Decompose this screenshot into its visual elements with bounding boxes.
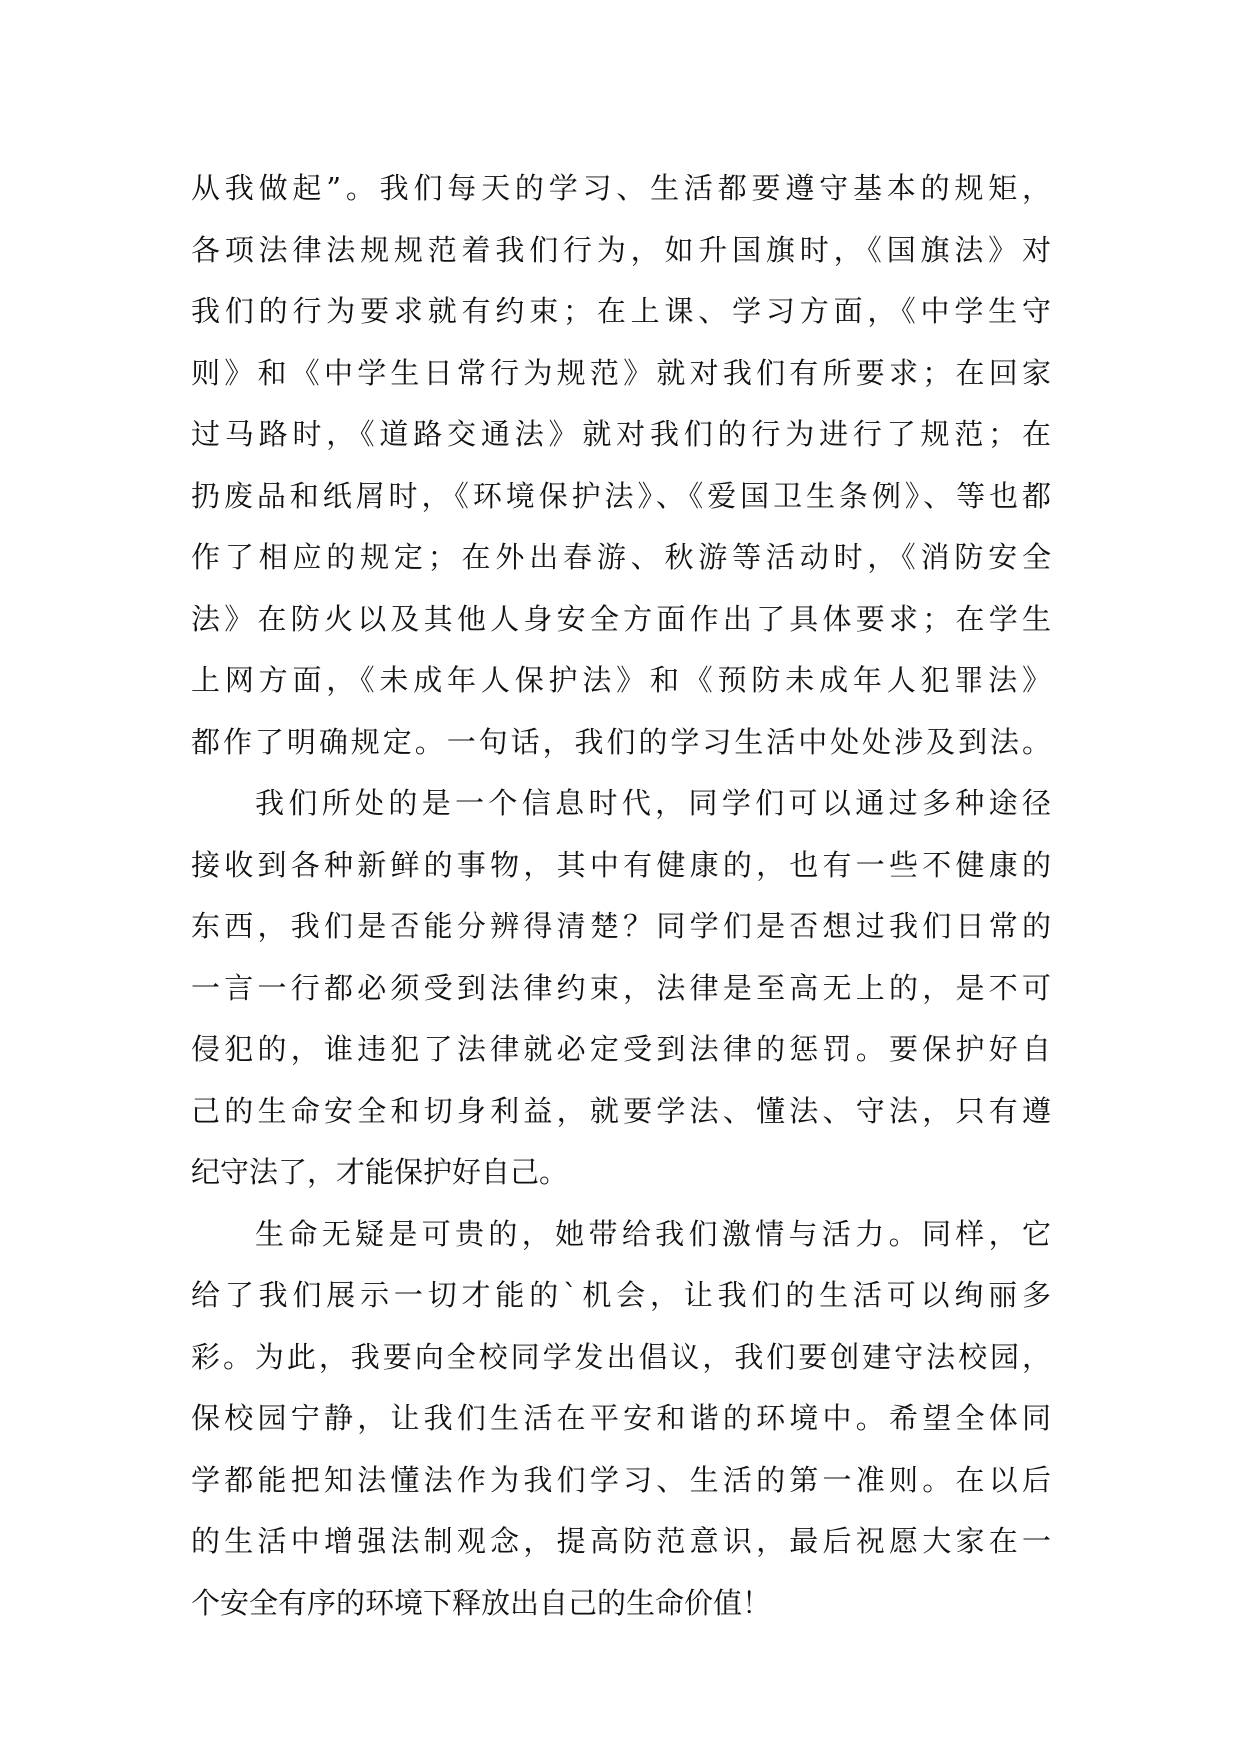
text-line: 己的生命安全和切身利益，就要学法、懂法、守法，只有遵 — [191, 1093, 1051, 1128]
text-line: 过马路时，《道路交通法》就对我们的行为进行了规范；在 — [191, 417, 1051, 451]
text-line: 给了我们展示一切才能的`机会，让我们的生活可以绚丽多 — [191, 1278, 1051, 1312]
paragraph — [191, 1204, 1051, 1635]
text-line: 纪守法了，才能保护好自己。 — [191, 1155, 569, 1189]
text-line: 侵犯的，谁违犯了法律就必定受到法律的惩罚。要保护好自 — [191, 1032, 1051, 1066]
text-line: 个安全有序的环境下释放出自己的生命价值！ — [191, 1585, 772, 1620]
text-line: 作了相应的规定；在外出春游、秋游等活动时，《消防安全 — [191, 540, 1051, 574]
text-line: 法》在防火以及其他人身安全方面作出了具体要求；在学生 — [191, 601, 1051, 636]
text-line: 上网方面，《未成年人保护法》和《预防未成年人犯罪法》 — [191, 663, 1051, 697]
text-line: 从我做起”。我们每天的学习、生活都要遵守基本的规矩， — [191, 171, 1051, 205]
text-line: 我们的行为要求就有约束；在上课、学习方面，《中学生守 — [191, 294, 1051, 328]
text-line: 我们所处的是一个信息时代，同学们可以通过多种途径 — [255, 786, 1051, 820]
text-line: 彩。为此，我要向全校同学发出倡议，我们要创建守法校园， — [191, 1339, 1051, 1374]
text-line: 扔废品和纸屑时，《环境保护法》、《爱国卫生条例》、等也都 — [191, 478, 1051, 513]
paragraph — [191, 158, 1051, 773]
paragraph — [191, 773, 1051, 1204]
text-line: 生命无疑是可贵的，她带给我们激情与活力。同样，它 — [255, 1216, 1051, 1251]
text-line: 保校园宁静，让我们生活在平安和谐的环境中。希望全体同 — [191, 1401, 1051, 1435]
text-line: 的生活中增强法制观念，提高防范意识，最后祝愿大家在一 — [191, 1524, 1051, 1558]
text-line: 接收到各种新鲜的事物，其中有健康的，也有一些不健康的 — [191, 847, 1051, 882]
text-line: 都作了明确规定。一句话，我们的学习生活中处处涉及到法。 — [191, 724, 1051, 759]
text-line: 学都能把知法懂法作为我们学习、生活的第一准则。在以后 — [191, 1462, 1051, 1497]
text-line: 一言一行都必须受到法律约束，法律是至高无上的，是不可 — [191, 970, 1051, 1005]
text-line: 则》和《中学生日常行为规范》就对我们有所要求；在回家 — [191, 355, 1051, 390]
text-line: 各项法律法规规范着我们行为，如升国旗时，《国旗法》对 — [191, 232, 1051, 267]
document-body — [191, 158, 1051, 1634]
text-line: 东西，我们是否能分辨得清楚？同学们是否想过我们日常的 — [191, 909, 1051, 943]
